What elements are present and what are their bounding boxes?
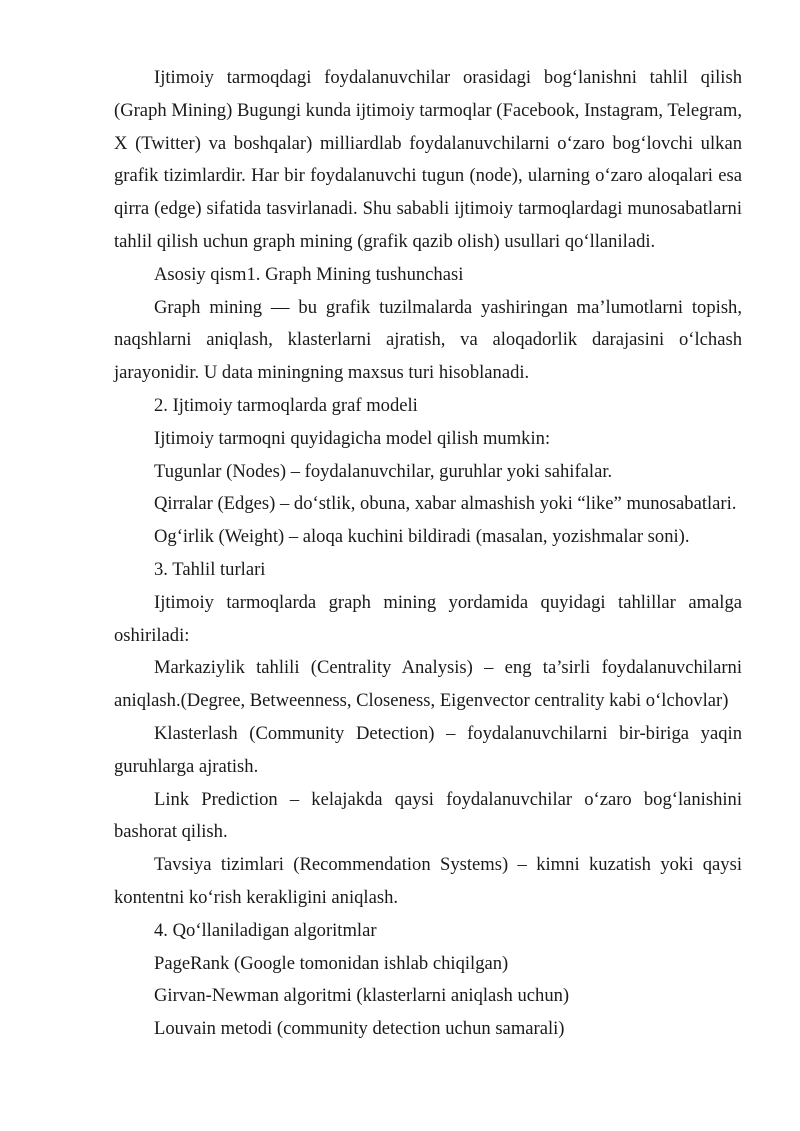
section2-item-edges: Qirralar (Edges) – do‘stlik, obuna, xabar almashish yoki “like” munosabatlari. <box>154 493 737 515</box>
section4-heading: 4. Qo‘llaniladigan algoritmlar <box>154 919 377 941</box>
section1-heading: Asosiy qism1. Graph Mining tushunchasi <box>154 263 464 285</box>
intro-paragraph: Ijtimoiy tarmoqdagi foydalanuvchilar orasidagi bog‘lanishni tahlil qilish (Graph Mining) Bugungi kunda ijtimoiy tarmoqlar (Facebook, Instagram, Telegram, X (Twitter) va boshqalar) milliardlab foydalanuvchilarni o‘zaro bog‘lovchi ulkan grafik tizimlardir. Har bir foydalanuvchi tugun (node), ularning o‘zaro aloqalari esa qirra (edge) sifatida tasvirlanadi. Shu sababli ijtimoiy tarmoqlardagi munosabatlarni tahlil qilish uchun graph mining (grafik qazib olish) usullari qo‘llaniladi. <box>114 67 742 252</box>
section1-paragraph: Graph mining — bu grafik tuzilmalarda yashiringan ma’lumotlarni topish, naqshlarni aniqlash, klasterlarni ajratish, va aloqadorlik darajasini o‘lchash jarayonidir. U data miningning maxsus turi hisoblanadi. <box>114 296 742 384</box>
document-page <box>114 62 742 1046</box>
section2-heading: 2. Ijtimoiy tarmoqlarda graf modeli <box>154 394 418 416</box>
section3-item-link-prediction: Link Prediction – kelajakda qaysi foydalanuvchilar o‘zaro bog‘lanishini bashorat qilish. <box>114 788 742 843</box>
section2-item-nodes: Tugunlar (Nodes) – foydalanuvchilar, guruhlar yoki sahifalar. <box>154 460 613 482</box>
section2-intro: Ijtimoiy tarmoqni quyidagicha model qilish mumkin: <box>154 427 551 449</box>
section4-item-pagerank: PageRank (Google tomonidan ishlab chiqilgan) <box>154 952 509 974</box>
section2-item-weight: Og‘irlik (Weight) – aloqa kuchini bildiradi (masalan, yozishmalar soni). <box>154 526 690 548</box>
section3-item-recommendation: Tavsiya tizimlari (Recommendation Systems) – kimni kuzatish yoki qaysi kontentni ko‘rish kerakligini aniqlash. <box>114 854 742 908</box>
section3-heading: 3. Tahlil turlari <box>154 558 266 580</box>
section4-item-louvain: Louvain metodi (community detection uchun samarali) <box>154 1018 565 1040</box>
section3-item-clustering: Klasterlash (Community Detection) – foydalanuvchilarni bir-biriga yaqin guruhlarga ajratish. <box>114 722 742 777</box>
section3-item-centrality: Markaziylik tahlili (Centrality Analysis) – eng ta’sirli foydalanuvchilarni aniqlash.(Degree, Betweenness, Closeness, Eigenvector centrality kabi o‘lchovlar) <box>114 657 742 712</box>
section4-item-girvan-newman: Girvan-Newman algoritmi (klasterlarni aniqlash uchun) <box>154 985 570 1007</box>
section3-intro: Ijtimoiy tarmoqlarda graph mining yordamida quyidagi tahlillar amalga oshiriladi: <box>114 591 742 646</box>
